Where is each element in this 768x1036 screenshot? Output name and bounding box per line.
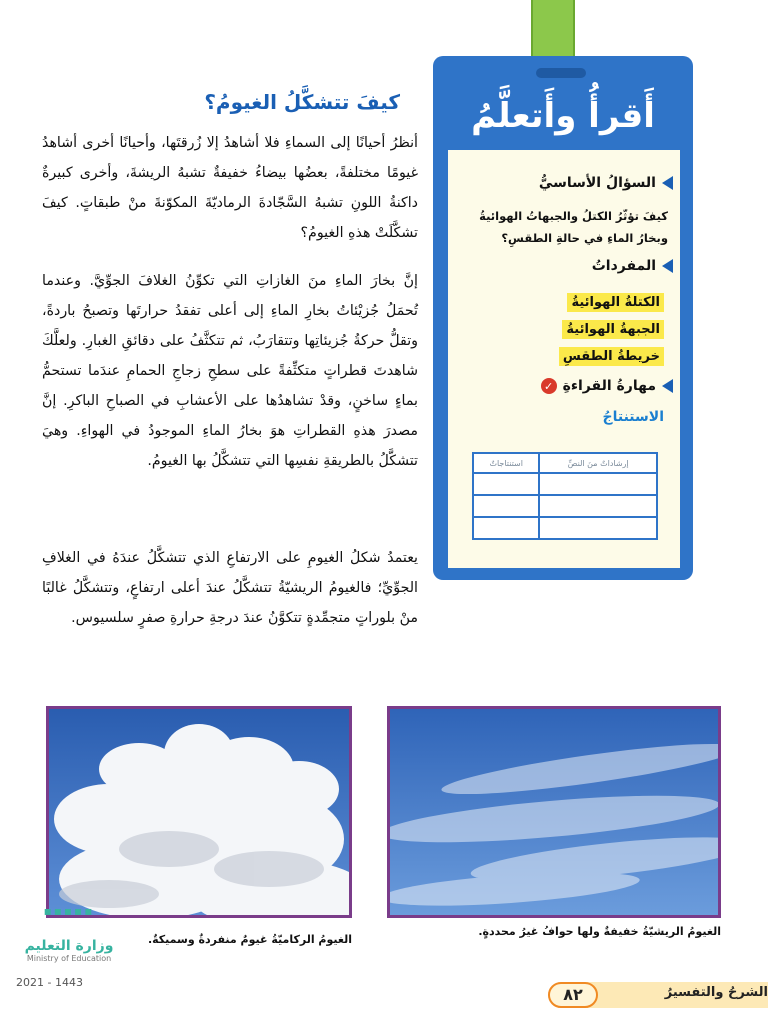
table-row xyxy=(473,495,657,517)
table-header: إرشاداتٌ منَ النصِّ xyxy=(539,453,657,473)
inference-table xyxy=(472,452,658,540)
reading-skill-heading: مهارةُ القراءةِ ✓ xyxy=(541,378,673,394)
table-header: استنتاجاتٌ xyxy=(473,453,539,473)
cirrus-clouds-image xyxy=(390,709,718,915)
paragraph-cloud-height: يعتمدُ شكلُ الغيومِ على الارتفاعِ الذي تتشكَّلُ عندَهُ في الغلافِ الجوِّيِّ؛ فالغيومُ الريشيّةُ تتشكَّلُ عندَ أعلى ارتفاعٍ، وتتشكَّلُ غالبًا منْ بلوراتٍ متجمِّدةٍ تتكوَّنُ عندَ درجةِ حرارةِ صفرٍ سلسيوس. xyxy=(42,550,418,626)
cirrus-caption: الغيومُ الريشيّةُ خفيفةٌ ولها حوافُ غيرُ محددةٍ. xyxy=(478,925,721,938)
vocab-item: خريطةُ الطقسِ xyxy=(559,347,664,366)
edition-year: 2021 - 1443 xyxy=(16,976,83,989)
paragraph-water-vapor: إنَّ بخارَ الماءِ منَ الغازاتِ التي تكوِّنُ الغلافَ الجوِّيَّ. وعندما تُحمَلُ جُزيْئاتُ بخارِ الماءِ إلى أعلى تفقدُ حرارتَها وتصبحُ باردةً، وتقلُّ حركةُ جُزيئاتِها وتتقارَبُ، ثم تتكثَّفُ على دقائقِ الغبارِ. ولعلَّكَ شاهدتَ قطراتٍ متكثِّفةً على سطحِ زجاجِ الحمامِ عندَما تستحمُّ بماءٍ ساخنٍ، وقدْ تشاهدُها على الأعشابِ في الصباحِ الباكرِ. إنَّ مصدرَ هذهِ القطراتِ هوَ بخارُ الماءِ الموجودُ في الهواءِ. وهيَ تتشكَّلُ بالطريقةِ نفسِها التي تتشكَّلُ بها الغيومُ. xyxy=(42,273,418,469)
paragraph-intro: أنظرُ أحيانًا إلى السماءِ فلا أشاهدُ إلا زُرقتَها، وأحيانًا أخرى أشاهدُ غيومًا مختلفةً، بعضُها بيضاءُ خفيفةٌ تشبهُ الريشةَ، وأخرى كبيرةٌ داكنةُ اللونِ تشبهُ السَّجّادةَ الرماديّةَ المكوّنةَ منْ طبقاتٍ. كيفَ تشكَّلَتْ هذهِ الغيومُ؟ xyxy=(42,135,418,241)
card-slot xyxy=(536,68,586,78)
cumulus-clouds-photo xyxy=(46,706,352,918)
vocab-item: الجبهةُ الهوائيةُ xyxy=(562,320,664,339)
arrow-left-icon xyxy=(662,379,673,393)
essential-question-text: كيفَ تؤثّرُ الكتلُ والجبهاتُ الهوائيةُ وبخارُ الماءِ في حالةِ الطقسِ؟ xyxy=(479,209,668,245)
table-row xyxy=(473,473,657,495)
cirrus-clouds-photo xyxy=(387,706,721,918)
reading-skill-name: الاستنتاجُ xyxy=(602,409,664,425)
essential-question-heading: السؤالُ الأساسيُّ xyxy=(539,175,673,191)
arrow-left-icon xyxy=(662,176,673,190)
cumulus-caption: الغيومُ الركاميّةُ غيومٌ منفردةٌ وسميكةٌ. xyxy=(147,933,352,946)
footer-section-title: الشرحُ والتفسيرُ xyxy=(664,985,768,1000)
section-heading: كيفَ تتشكَّلُ الغيومُ؟ xyxy=(204,90,400,114)
ministry-logo-icon: ▪▪▪▪▪ xyxy=(43,904,95,918)
vocab-heading: المفرداتُ xyxy=(592,258,673,274)
vocab-item: الكتلةُ الهوائيةُ xyxy=(567,293,664,312)
checkmark-icon: ✓ xyxy=(541,378,557,394)
cumulus-clouds-image xyxy=(49,709,349,915)
card-title: أَقرأُ وأَتعلَّمُ xyxy=(471,96,655,136)
ministry-logo: ▪▪▪▪▪ وزارة التعليم Ministry of Education xyxy=(14,904,124,963)
page-number: ٨٢ xyxy=(548,982,598,1008)
table-row xyxy=(473,517,657,539)
arrow-left-icon xyxy=(662,259,673,273)
